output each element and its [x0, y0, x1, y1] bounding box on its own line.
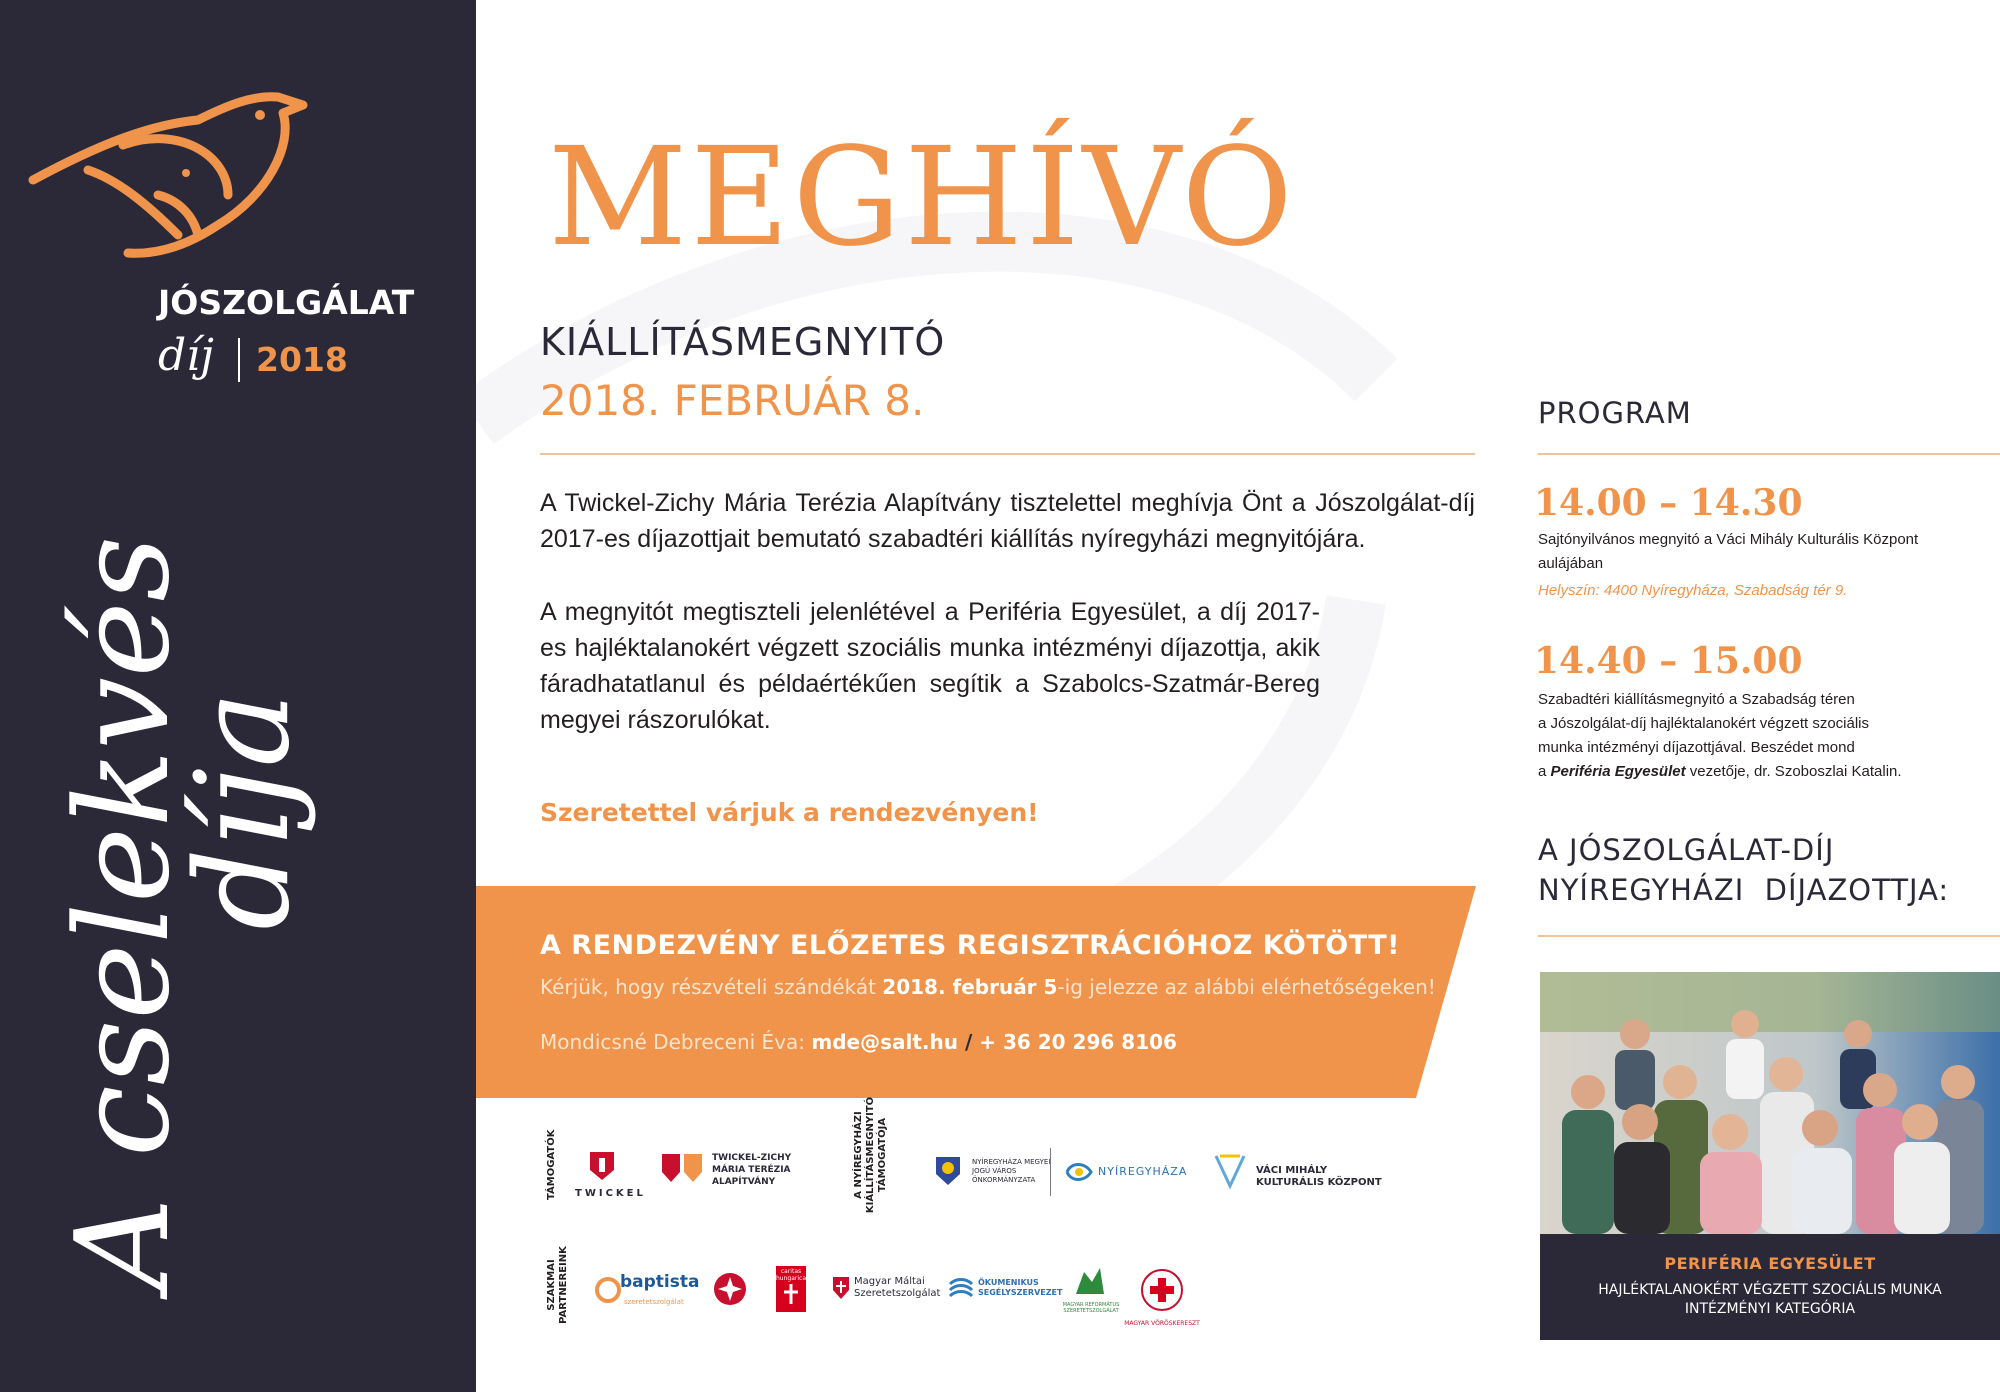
divider — [540, 453, 1475, 455]
registration-deadline — [540, 975, 1436, 999]
reformatus-text: MAGYAR REFORMÁTUS SZERETETSZOLGÁLAT — [1062, 1302, 1120, 1314]
awardee-heading-line-1: A JÓSZOLGÁLAT-DÍJ — [1538, 833, 1835, 867]
awardee-heading-line-2: NYÍREGYHÁZI DÍJAZOTTJA: — [1538, 873, 1950, 907]
page-title: MEGHÍVÓ — [548, 119, 1296, 277]
program-place-1: Helyszín: 4400 Nyíregyháza, Szabadság tér 9. — [1538, 582, 1848, 599]
maltai-shield-icon — [832, 1276, 850, 1300]
contact-name: Mondicsné Debreceni Éva: — [540, 1030, 812, 1054]
baptista-text: baptista — [620, 1272, 700, 1292]
maltai-text: Magyar Máltai Szeretetszolgálat — [854, 1276, 941, 1299]
program-heading: PROGRAM — [1538, 396, 1692, 430]
registration-contact — [540, 1030, 1177, 1054]
nyiregyhaza-text: NYÍREGYHÁZA — [1098, 1165, 1188, 1178]
baptista-logo-icon — [595, 1277, 621, 1303]
group-photo — [1540, 972, 2000, 1234]
label-nyiregyhazi-tamogato: A NYÍREGYHÁZI KIÁLLÍTÁSMEGNYITÓ TÁMOGATÓJA — [853, 1096, 888, 1214]
contact-separator: / — [958, 1030, 980, 1054]
logo-divider — [1050, 1148, 1051, 1196]
okumenikus-text: ÖKUMENIKUS SEGÉLYSZERVEZET — [978, 1278, 1063, 1297]
event-date: 2018. FEBRUÁR 8. — [540, 376, 925, 425]
label-tamogatok: TÁMOGATÓK — [546, 1129, 557, 1200]
deadline-text-b: -ig jelezze az alábbi elérhetőségeken! — [1057, 975, 1436, 999]
red-cross-icon — [1140, 1268, 1184, 1312]
awardee-category-line-1: HAJLÉKTALANOKÉRT VÉGZETT SZOCIÁLIS MUNKA — [1598, 1282, 1942, 1298]
program-desc-2-line-1: Szabadtéri kiállításmegnyitó a Szabadság téren — [1538, 691, 1855, 708]
brand-name: JÓSZOLGÁLAT — [158, 283, 415, 322]
vaci-mihaly-logo-icon — [1212, 1152, 1248, 1190]
vaci-mihaly-text: VÁCI MIHÁLY KULTURÁLIS KÖZPONT — [1256, 1165, 1382, 1188]
periferia-name: Periféria Egyesület — [1550, 763, 1686, 780]
alapitvany-crest-icon — [660, 1152, 704, 1184]
voroskereszt-text: MAGYAR VÖRÖSKERESZT — [1124, 1320, 1200, 1327]
awardee-heading — [1538, 830, 1949, 910]
program-desc-2-line-3: munka intézményi díjazottjával. Beszédet mond — [1538, 739, 1855, 756]
program-time-1: 14.00 – 14.30 — [1534, 482, 1803, 524]
contact-phone: + 36 20 296 8106 — [979, 1030, 1177, 1054]
program-desc-2-line-2: a Jószolgálat-díj hajléktalanokért végzett szociális — [1538, 715, 1870, 732]
program-desc-2 — [1538, 688, 1998, 784]
divider — [1538, 935, 2000, 937]
okumenikus-logo-icon — [948, 1276, 974, 1302]
maltese-cross-icon — [713, 1272, 747, 1306]
slogan-line-1: A cselekvés — [49, 535, 198, 1290]
deadline-text-a: Kérjük, hogy részvételi szándékát — [540, 975, 883, 999]
vertical-slogan — [49, 0, 318, 1290]
twickel-crest-icon — [588, 1150, 616, 1182]
city-coat-of-arms-icon — [935, 1156, 961, 1186]
desc-text: vezetője, dr. Szoboszlai Katalin. — [1685, 763, 1902, 780]
reformatus-logo-icon — [1072, 1264, 1108, 1300]
awardee-caption — [1540, 1234, 2000, 1340]
program-time-2: 14.40 – 15.00 — [1534, 640, 1803, 682]
contact-email-link[interactable]: mde@salt.hu — [811, 1030, 959, 1054]
nyiregyhaza-logo-icon — [1065, 1160, 1093, 1184]
awardee-category-line-2: INTÉZMÉNYI KATEGÓRIA — [1684, 1301, 1856, 1317]
slogan-line-2: díja — [169, 691, 318, 930]
invitation-paragraph-2: A megnyitót megtiszteli jelenlétével a Periféria Egyesület, a díj 2017-es hajléktalanokért végzett szociális munka intézményi díjazottja, akik fáradhatatlanul és példaértékűen segítik a Szabolcs-Szatmár-Bereg megyei rászorulókat. — [540, 598, 1320, 734]
awardee-org: PERIFÉRIA EGYESÜLET — [1664, 1254, 1876, 1273]
program-desc-2-line-4 — [1538, 760, 1998, 784]
program-desc-1: Sajtónyilvános megnyitó a Váci Mihály Kulturális Központ aulájában — [1538, 531, 1919, 572]
divider — [1538, 453, 2000, 455]
deadline-date: 2018. február 5 — [882, 975, 1058, 999]
event-subtitle: KIÁLLÍTÁSMEGNYITÓ — [540, 320, 946, 364]
twickel-logo-text: TWICKEL — [575, 1188, 646, 1199]
onkormanyzat-text: NYÍREGYHÁZA MEGYEI JOGÚ VÁROS ÖNKORMÁNYZATA — [972, 1158, 1051, 1184]
awardee-category — [1540, 1281, 2000, 1319]
invitation-paragraph-1: A Twickel-Zichy Mária Terézia Alapítvány tisztelettel meghívja Önt a Jószolgálat-díj 2017-es díjazottjait bemutató szabadtéri kiállítás nyíregyházi megnyitójára. — [540, 489, 1475, 553]
desc-text: a — [1538, 763, 1551, 780]
caritas-text: caritas hungarica — [776, 1268, 807, 1282]
label-szakmai-partnerek: SZAKMAI PARTNEREINK — [546, 1246, 569, 1324]
registration-title: A RENDEZVÉNY ELŐZETES REGISZTRÁCIÓHOZ KÖTÖTT! — [540, 930, 1400, 961]
welcome-text: Szeretettel várjuk a rendezvényen! — [540, 798, 1039, 827]
alapitvany-logo-text: TWICKEL-ZICHY MÁRIA TERÉZIA ALAPÍTVÁNY — [712, 1153, 792, 1187]
brand-year: 2018 — [256, 340, 348, 379]
baptista-sub-text: szeretetszolgálat — [624, 1298, 684, 1306]
brand-dij: díj — [158, 330, 214, 381]
